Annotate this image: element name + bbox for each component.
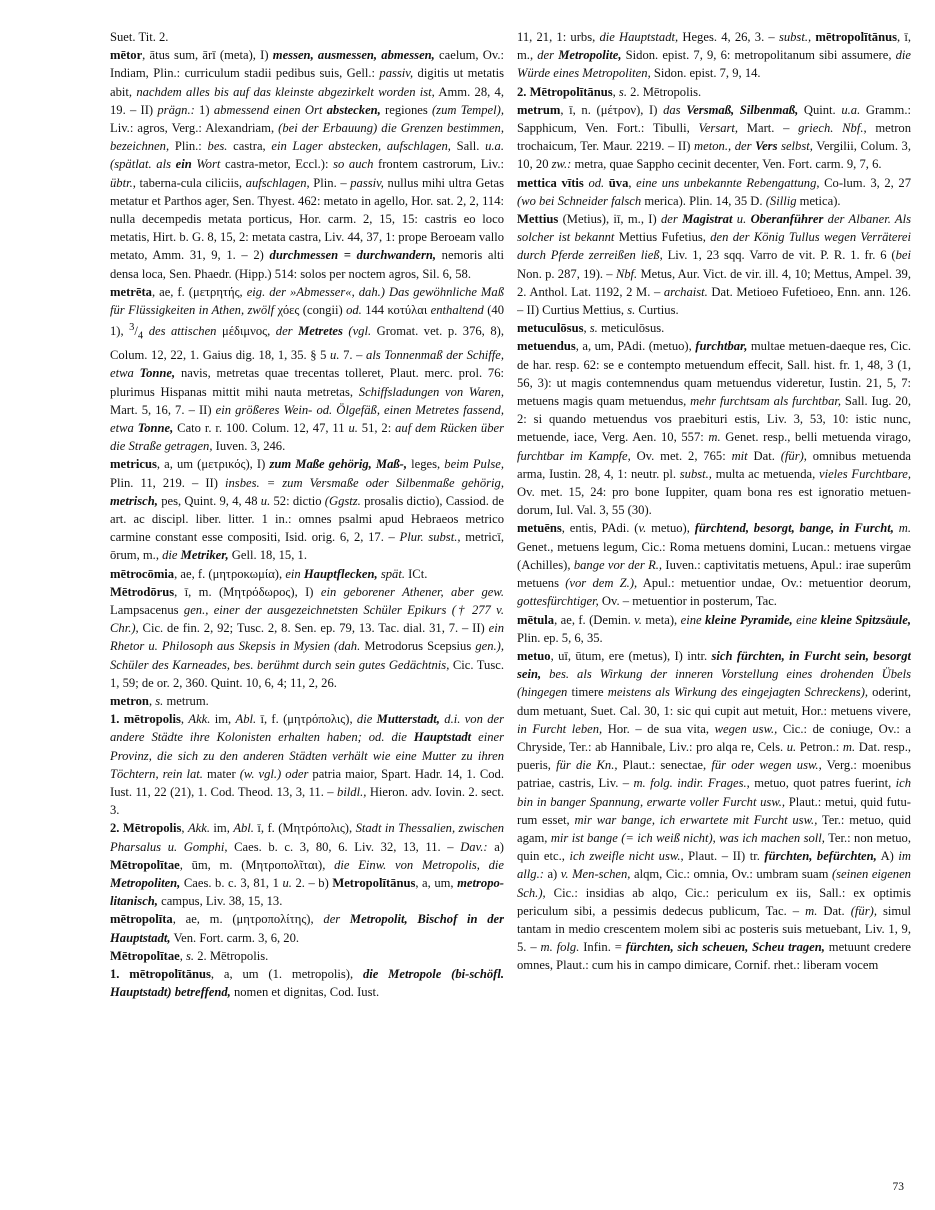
dictionary-entry: mētula, ae, f. (Demin. v. meta), eine kleine Pyramide, eine kleine Spitzsäule, Plin. ep. 5, 6, 35. <box>517 612 911 645</box>
right-column <box>517 28 911 1178</box>
dictionary-entry: Mettius (Metius), iī, m., I) der Magistrat u. Oberanführer der Albaner. Als solcher ist bekannt Mettius Fufetius, den der König Tullus wegen Verräterei durch Pferde zerreißen ließ, Liv. 1, 23 sqq. Varro de vit. P. R. 1. fr. 6 (bei Non. p. 287, 19). – Nbf. Metus, Aur. Vict. de vir. ill. 4, 10; Mettus, Ampel. 39, 2. Anthol. Lat. 1192, 2 M. – archaist. Dat. Metioeo Fufetioeo, Enn. ann. 126. – II) Curtius Mettius, s. Curtius. <box>517 212 911 318</box>
dictionary-entry: metricus, a, um (μετρικός), I) zum Maße gehörig, Maß-, leges, beim Pulse, Plin. 11, 219. – II) insbes. = zum Versmaße oder Silbenmaße gehörig, metrisch, pes, Quint. 9, 4, 48 u. 52: dictio (Ggstz. prosalis dictio), Cassiod. de art. ac discipl. liber. litter. 1 in.: omnes psalmi apud Hebraeos metrico carmine constant esse compositi, Isid. orig. 6, 2, 17. – Plur. subst., metricī, ōrum, m., die Metriker, Gell. 18, 15, 1. <box>110 457 504 563</box>
dictionary-entry: 2. Mētropolis, Akk. im, Abl. ī, f. (Μητρόπολις), Stadt in Thessalien, zwischen Pharsalus u. Gomphi, Caes. b. c. 3, 80, 6. Liv. 32, 13, 11. – Dav.: a) Mētropolītae, ūm, m. (Μητροπολῖται), die Einw. von Metropolis, die Metropoliten, Caes. b. c. 3, 81, 1 u. 2. – b) Metropolītānus, a, um, metropo-litanisch, campus, Liv. 38, 15, 13. <box>110 821 504 909</box>
dictionary-entry: metuculōsus, s. meticulōsus. <box>517 321 665 336</box>
dictionary-entry: metuēns, entis, PAdi. (v. metuo), fürchtend, besorgt, bange, in Furcht, m. Genet., metuens legum, Cic.: Roma metuens domini, Lucan.: metuens virgae (Achilles), bange vor der R., Iuven.: captivitatis metuens, Apul.: irae superûm metuens (vor dem Z.), Apul.: metuentior undae, Ov.: metuentior deorum, gottesfürchtiger, Ov. – metuentior in posterum, Tac. <box>517 521 911 609</box>
dictionary-entry: Mētropolītae, s. 2. Mētropolis. <box>110 948 269 963</box>
dictionary-entry: metrum, ī, n. (μέτρον), I) das Versmaß, Silbenmaß, Quint. u.a. Gramm.: Sapphicum, Ven. Fort.: Tibulli, Versart, Mart. – griech. Nbf., metron trochaicum, Ter. Maur. 2219. – II) meton., der Vers selbst, Vergilii, Colum. 3, 10, 20 zw.: metra, quae Sappho cecinit decenter, Ven. Fort. carm. 9, 7, 6. <box>517 102 911 172</box>
dictionary-entry: metron, s. metrum. <box>110 694 209 709</box>
page-number: 73 <box>892 1181 904 1193</box>
dictionary-entry: mētrocōmia, ae, f. (μητροκωμία), ein Hauptflecken, spät. ICt. <box>110 566 428 581</box>
dictionary-entry: 11, 21, 1: urbs, die Hauptstadt, Heges. 4, 26, 3. – subst., mētropolītānus, ī, m., der Metropolite, Sidon. epist. 7, 9, 6: metropolitanum sibi assumere, die Würde eines Metropoliten, Sidon. epist. 7, 9, 14. <box>517 30 911 81</box>
dictionary-entry: metuo, uī, ūtum, ere (metus), I) intr. sich fürchten, in Furcht sein, besorgt sein, bes. als Wirkung der inneren Vorstellung eines drohenden Übels (hingegen timere meistens als Wirkung des eingejagten Schreckens), oderint, dum metuant, Suet. Cal. 30, 1: sic qui cupit aut metuit, Hor.: metuens vivere, in Furcht leben, Hor. – de sua vita, wegen usw., Cic.: de coniuge, Ov.: a Chryside, Ter.: ab Hannibale, Liv.: pro alqa re, Cels. u. Petron.: m. Dat. resp., pueris, für die Kn., Plaut.: senectae, für oder wegen usw., Verg.: moenibus patriae, castris, Liv. – m. folg. indir. Frages., metuo, quot patres fuerint, ich bin in banger Spannung, erwarte voller Furcht usw., Plaut.: metui, quid futu-rum esset, mir war bange, ich erwartete mit Furcht usw., Ter.: metuo, quid agam, mir ist bange (= ich weiß nicht), was ich machen soll, Ter.: non metuo, quin etc., ich zweifle nicht usw., Plaut. – II) tr. fürchten, befürchten, A) im allg.: a) v. Men-schen, alqm, Cic.: omnia, Ov.: umbram suam (seinen eigenen Sch.), Cic.: insidias ab alqo, Cic.: periculum ex iis, Sall.: ex optimis periculum sibi, a pessimis dedecus publicum, Tac. – m. Dat. (für), simul tantam in medio crescentem molem sibi ac posteris suis metuebant, Liv. 1, 9, 5. – m. folg. Infin. = fürchten, sich scheuen, Scheu tragen, metuunt credere omnes, Plaut.: cum his in campo dimicare, Cornif. rhet.: liberam vocem <box>517 648 911 973</box>
dictionary-entry: 2. Mētropolītānus, s. 2. Mētropolis. <box>517 84 702 99</box>
dictionary-entry: 1. mētropolītānus, a, um (1. metropolis), die Metropole (bi-schöfl. Hauptstadt) betreffend, nomen et dignitas, Cod. Iust. <box>110 967 504 1000</box>
dictionary-entry: mettica vītis od. ūva, eine uns unbekannte Rebengattung, Co-lum. 3, 2, 27 (wo bei Schneider falsch merica). Plin. 14, 35 D. (Sillig metica). <box>517 175 911 208</box>
dictionary-entry: metrēta, ae, f. (μετρητής, eig. der »Abmesser«, dah.) Das gewöhnliche Maß für Flüssigkeiten in Athen, zwölf χόες (congii) od. 144 κοτύλαι enthaltend (40 1), $^3/_4$ des attischen μέδιμνος, der Metretes (vgl. Gromat. vet. p. 376, 8), Colum. 12, 22, 1. Gaius dig. 18, 1, 35. § 5 u. 7. – als Tonnenmaß der Schiffe, etwa Tonne, navis, metretas quae trecentas tolleret, Plaut. merc. prol. 76: plurimus Hispanas mittit mihi nauta metretas, Schiffsladungen von Waren, Mart. 5, 16, 7. – II) ein größeres Wein- od. Ölgefäß, einen Metretes fassend, etwa Tonne, Cato r. r. 100. Colum. 12, 47, 11 u. 51, 2: auf dem Rücken über die Straße getragen, Iuven. 3, 246. <box>110 284 504 454</box>
dictionary-entry: 1. mētropolis, Akk. im, Abl. ī, f. (μητρόπολις), die Mutterstadt, d.i. von der andere Städte ihre Kolonisten erhalten haben; od. die Hauptstadt einer Provinz, die sich zu den anderen Städten verhält wie eine Mutter zu ihren Töchtern, rein lat. mater (w. vgl.) oder patria maior, Spart. Hadr. 14, 1. Cod. Iust. 11, 22 (21), 1. Cod. Theod. 13, 3, 11. – bildl., Hieron. adv. Iovin. 2. sect. 3. <box>110 712 504 818</box>
dictionary-entry: mētropolīta, ae, m. (μητροπολίτης), der Metropolit, Bischof in der Hauptstadt, Ven. Fort. carm. 3, 6, 20. <box>110 912 504 945</box>
left-column <box>110 28 504 1178</box>
dictionary-entry: metuendus, a, um, PAdi. (metuo), furchtbar, multae metuen-daeque res, Cic. de har. resp. 62: se e contempto metuendum effecit, Sall. hist. fr. 1, 48, 3 (1, 56, 3): ut magis contemnendus quam metuendus videretur, Iustin. 21, 5, 7: metuens magis quam metuendus, mehr furchtsam als furchtbar, Sall. Iug. 20, 2: si quando metuendus vos praebituri estis, Liv. 3, 53, 10: istic nunc, metuende, iace, Verg. Aen. 10, 557: m. Genet. resp., belli metuenda virago, furchtbar im Kampfe, Ov. met. 2, 765: mit Dat. (für), omnibus metuenda arma, Iustin. 28, 4, 1: neutr. pl. subst., multa ac metuenda, vieles Furchtbare, Ov. met. 15, 24: pro bone Iuppiter, quam bona res est ignoratio metuen-dorum, Iul. Val. 3, 55 (30). <box>517 339 911 518</box>
dictionary-entry: mētor, ātus sum, ārī (meta), I) messen, ausmessen, abmessen, caelum, Ov.: Indiam, Plin.: curriculum stadii pedibus suis, Gell.: passiv, digitis ut metatis abit, nachdem alles bis auf das kleinste abgezirkelt worden ist, Amm. 28, 4, 19. – II) prägn.: 1) abmessend einen Ort abstecken, regiones (zum Tempel), Liv.: agros, Verg.: Alexandriam, (bei der Erbauung) die Grenzen bestimmen, bezeichnen, Plin.: bes. castra, ein Lager abstecken, aufschlagen, Sall. u.a. (spätlat. als ein Wort castra-metor, Eccl.): so auch frontem castrorum, Liv.: übtr., taberna-cula ciliciis, aufschlagen, Plin. – passiv, nullus mihi ultra Getas metatur et Parthos ager, Sen. Thyest. 462: metato in agello, Hor. sat. 2, 2, 114: nulla decempedis metata porticus, Hor. carm. 2, 15, 15: castris eo loco metatis, Hirt. b. G. 8, 15, 2: metata castra, Liv. 44, 37, 1: prope Beroeam vallo metato, Amm. 31, 9, 1. – 2) durchmessen = durchwandern, nemoris alti densa loca, Sen. Phaedr. (Hipp.) 514: solos per noctem agros, Sil. 6, 58. <box>110 48 504 281</box>
dictionary-entry: Mētrodōrus, ī, m. (Μητρόδωρος), I) ein geborener Athener, aber gew. Lampsacenus gen., einer der ausgezeichnetsten Schüler Epikurs († 277 v. Chr.), Cic. de fin. 2, 92; Tusc. 2, 8. Sen. ep. 79, 13. Tac. dial. 31, 7. – II) ein Rhetor u. Philosoph aus Skepsis in Mysien (dah. Metrodorus Scepsius gen.), Schüler des Karneades, bes. berühmt durch sein gutes Gedächtnis, Cic. Tusc. 1, 59; de or. 2, 360. Quint. 10, 6, 4; 11, 2, 26. <box>110 584 504 690</box>
dictionary-entry: Suet. Tit. 2. <box>110 30 169 44</box>
